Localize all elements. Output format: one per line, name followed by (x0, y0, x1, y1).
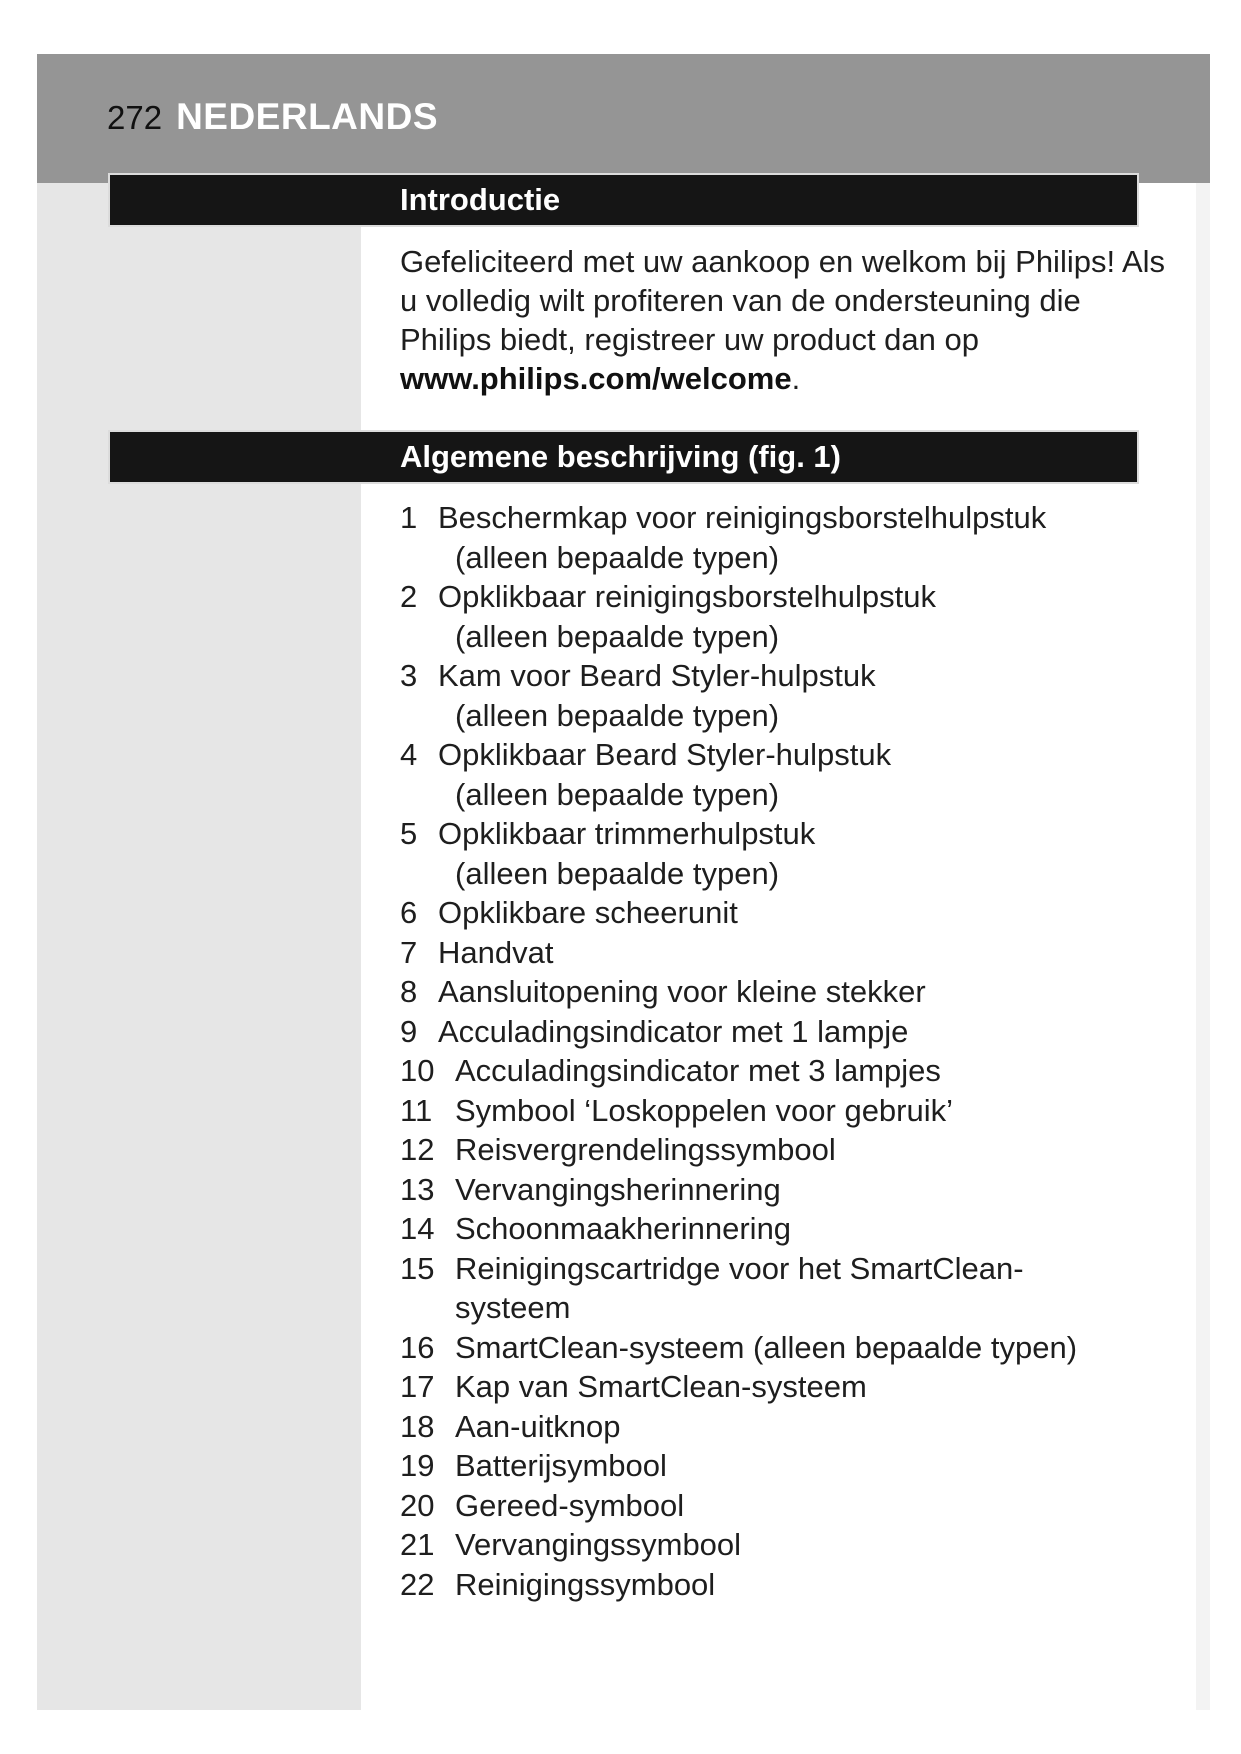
item-number: 7 (400, 934, 418, 970)
list-item (400, 1525, 1180, 1565)
item-number: 19 (400, 1448, 435, 1483)
item-continuation: (alleen bepaalde typen) (455, 776, 780, 812)
item-text: Opklikbaar trimmerhulpstuk (438, 816, 816, 851)
language-title: NEDERLANDS (176, 96, 439, 137)
item-continuation: (alleen bepaalde typen) (455, 618, 780, 654)
margin-band (37, 183, 361, 1710)
item-number: 4 (400, 737, 418, 772)
list-item (400, 656, 1180, 735)
item-number: 13 (400, 1171, 435, 1207)
item-text: Aan-uitknop (455, 1408, 621, 1444)
list-item (400, 1446, 1180, 1486)
list-item (400, 1130, 1180, 1170)
list-item (400, 893, 1180, 933)
item-number: 9 (400, 1013, 418, 1049)
item-text: Kap van SmartClean-systeem (455, 1369, 867, 1404)
item-text: Vervangingsherinnering (455, 1171, 781, 1207)
item-text: Gereed-symbool (455, 1487, 685, 1523)
section-bar-introductie (110, 175, 1137, 225)
item-text: Reisvergrendelingssymbool (455, 1132, 836, 1167)
item-text: Schoonmaakherinnering (455, 1211, 792, 1246)
item-number: 5 (400, 816, 418, 851)
item-number: 16 (400, 1329, 435, 1365)
item-number: 15 (400, 1250, 435, 1286)
list-item (400, 814, 1180, 893)
page-number: 272 (107, 99, 163, 136)
item-number: 18 (400, 1408, 435, 1444)
item-text: SmartClean-systeem (alleen bepaalde typen) (455, 1329, 1078, 1365)
list-item (400, 1486, 1180, 1526)
item-continuation: (alleen bepaalde typen) (455, 539, 780, 575)
list-item (400, 577, 1180, 656)
item-number: 11 (400, 1092, 433, 1128)
item-number: 3 (400, 658, 418, 693)
intro-paragraph (400, 242, 1170, 398)
list-item (400, 1209, 1180, 1249)
list-item (400, 498, 1180, 577)
item-number: 12 (400, 1132, 435, 1167)
list-item (400, 1091, 1180, 1131)
item-text: Acculadingsindicator met 3 lampjes (455, 1053, 941, 1088)
parts-list (400, 498, 1180, 1604)
item-number: 14 (400, 1211, 435, 1246)
item-text: Batterijsymbool (455, 1448, 667, 1483)
item-number: 2 (400, 579, 418, 614)
item-number: 10 (400, 1053, 435, 1088)
item-text: Symbool ‘Loskoppelen voor gebruik’ (455, 1092, 954, 1128)
item-continuation: systeem (455, 1290, 571, 1325)
list-item (400, 735, 1180, 814)
list-item (400, 972, 1180, 1012)
item-number: 20 (400, 1487, 435, 1523)
right-margin-strip (1196, 183, 1210, 1710)
item-continuation: (alleen bepaalde typen) (455, 697, 780, 733)
list-item (400, 1565, 1180, 1605)
item-text: Opklikbare scheerunit (438, 895, 738, 930)
item-number: 1 (400, 500, 418, 535)
item-number: 6 (400, 895, 418, 930)
page-header (107, 96, 438, 146)
item-text: Aansluitopening voor kleine stekker (438, 974, 926, 1009)
item-number: 22 (400, 1566, 435, 1602)
item-text: Beschermkap voor reinigingsborstelhulpstuk (438, 500, 1047, 535)
list-item (400, 933, 1180, 973)
section-title: Algemene beschrijving (fig. 1) (400, 439, 841, 474)
item-number: 21 (400, 1527, 435, 1562)
list-item (400, 1051, 1180, 1091)
list-item (400, 1012, 1180, 1052)
intro-text: Gefeliciteerd met uw aankoop en welkom bij Philips! Als u volledig wilt profiteren van de ondersteuning die Philips biedt, registreer uw product dan op (400, 244, 1166, 357)
list-item (400, 1249, 1180, 1328)
item-text: Acculadingsindicator met 1 lampje (438, 1013, 909, 1049)
item-text: Opklikbaar Beard Styler-hulpstuk (438, 737, 892, 772)
item-number: 8 (400, 974, 418, 1009)
item-text: Reinigingssymbool (455, 1566, 716, 1602)
welcome-url[interactable]: www.philips.com/welcome (400, 361, 792, 396)
section-bar-algemene-beschrijving (110, 432, 1137, 482)
list-item (400, 1367, 1180, 1407)
item-text: Opklikbaar reinigingsborstelhulpstuk (438, 579, 936, 614)
item-text: Reinigingscartridge voor het SmartClean- (455, 1250, 1024, 1286)
item-continuation: (alleen bepaalde typen) (455, 855, 780, 891)
item-text: Vervangingssymbool (455, 1527, 742, 1562)
item-text: Kam voor Beard Styler-hulpstuk (438, 658, 876, 693)
intro-end: . (791, 361, 801, 396)
list-item (400, 1328, 1180, 1368)
item-number: 17 (400, 1369, 435, 1404)
list-item (400, 1170, 1180, 1210)
item-text: Handvat (438, 934, 554, 970)
section-title: Introductie (400, 182, 561, 217)
list-item (400, 1407, 1180, 1447)
